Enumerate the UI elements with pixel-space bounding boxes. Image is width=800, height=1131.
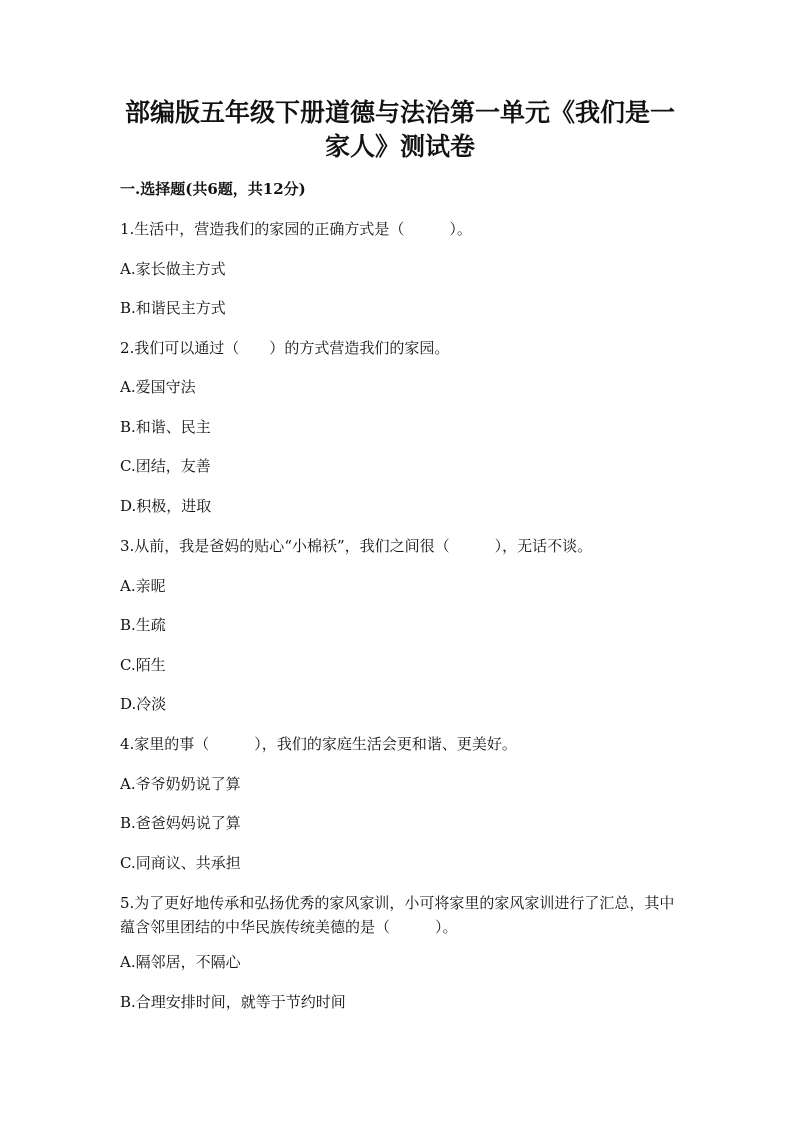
question-2-option-c: C.团结，友善 [120, 457, 211, 475]
question-5-option-b: B.合理安排时间，就等于节约时间 [120, 993, 346, 1011]
question-3-option-a: A.亲昵 [120, 577, 166, 595]
question-4-option-c: C.同商议、共承担 [120, 854, 241, 872]
question-3-stem: 3.从前，我是爸妈的贴心“小棉袄”，我们之间很（ ），无话不谈。 [120, 537, 593, 555]
question-3-option-d: D.冷淡 [120, 695, 167, 713]
document-title: 部编版五年级下册道德与法治第一单元《我们是一家人》测试卷 [124, 98, 675, 161]
question-1-option-b: B.和谐民主方式 [120, 299, 226, 317]
question-1-stem: 1.生活中，营造我们的家园的正确方式是（ ）。 [120, 220, 472, 238]
question-4-option-a: A.爷爷奶奶说了算 [120, 775, 241, 793]
question-5-option-a: A.隔邻居，不隔心 [120, 953, 241, 971]
question-2-option-a: A.爱国守法 [120, 378, 196, 396]
question-4-stem: 4.家里的事（ ），我们的家庭生活会更和谐、更美好。 [120, 735, 517, 753]
question-4-option-b: B.爸爸妈妈说了算 [120, 814, 241, 832]
section-heading: 一.选择题(共6题，共12分) [120, 180, 306, 198]
question-1-option-a: A.家长做主方式 [120, 260, 226, 278]
question-2-stem: 2.我们可以通过（ ）的方式营造我们的家园。 [120, 339, 450, 357]
question-5-stem: 5.为了更好地传承和弘扬优秀的家风家训，小可将家里的家风家训进行了汇总，其中蕴含邻里团结的中华民族传统美德的是（ ）。 [120, 894, 675, 936]
question-3-option-b: B.生疏 [120, 616, 166, 634]
question-3-option-c: C.陌生 [120, 656, 166, 674]
question-2-option-b: B.和谐、民主 [120, 418, 211, 436]
question-2-option-d: D.积极，进取 [120, 497, 212, 515]
